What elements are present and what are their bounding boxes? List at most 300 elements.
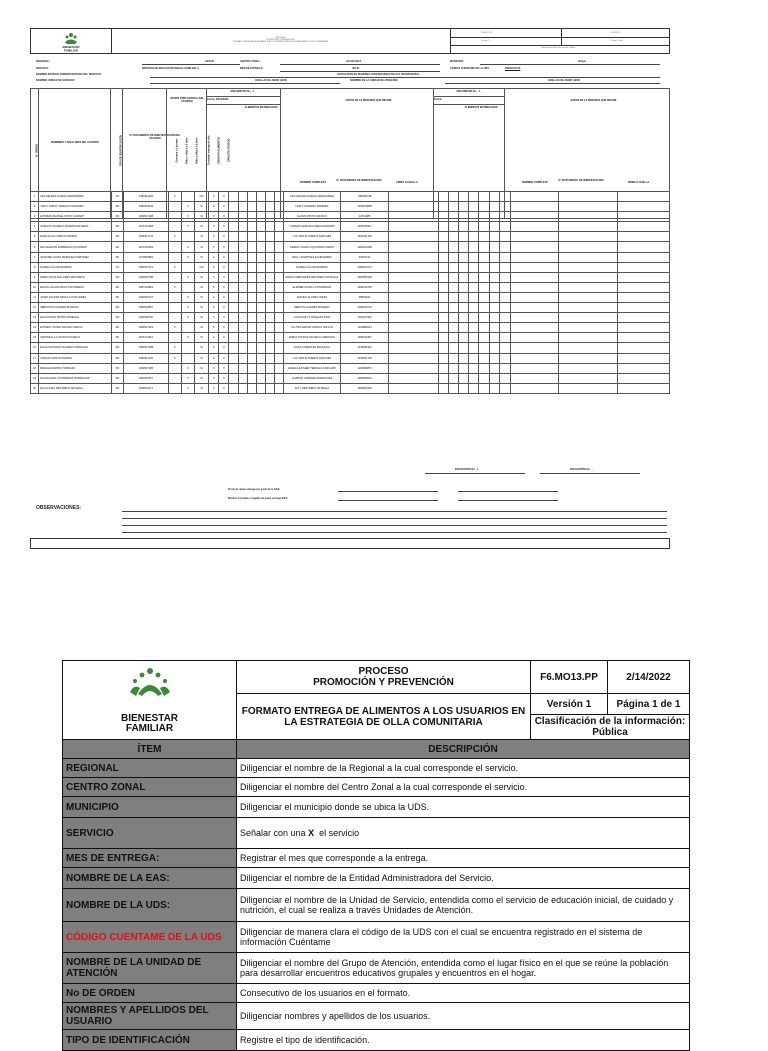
mini-table-cell xyxy=(438,202,448,212)
mini-table-cell: X xyxy=(219,222,229,232)
mini-table-cell xyxy=(499,343,510,353)
mini-table-cell xyxy=(510,323,559,333)
mini-table-cell: X xyxy=(168,353,181,363)
mini-table-row xyxy=(31,222,670,232)
footer-firma-label: Firma de quien entrega por parte de la EAS: xyxy=(228,488,281,491)
mini-table-cell: X xyxy=(219,282,229,292)
mini-table-cell: 1082916617 xyxy=(124,373,169,383)
item-description: Diligenciar el nombre de la Regional a la cual corresponde el servicio. xyxy=(237,759,690,778)
mini-table-cell xyxy=(510,303,559,313)
mini-table-cell: 1149484422 xyxy=(340,343,389,353)
mini-table-cell xyxy=(274,262,283,272)
mini-table-row xyxy=(31,323,670,333)
mini-table-cell xyxy=(479,242,489,252)
mini-table-cell: LUZ YARLIS PUERTA SANCHEZ xyxy=(284,353,341,363)
mini-table-cell xyxy=(238,282,247,292)
mini-table-cell xyxy=(265,343,274,353)
mini-table-cell: X xyxy=(181,373,194,383)
mini-table-cell xyxy=(459,262,469,272)
mini-table-cell xyxy=(265,242,274,252)
format-page: Página 1 de 1 xyxy=(608,694,690,715)
mini-table-cell: X xyxy=(209,383,219,393)
mini-table-cell xyxy=(449,252,459,262)
mini-table-cell xyxy=(489,222,499,232)
desc-text: el servicio xyxy=(314,828,360,838)
mini-table-cell xyxy=(256,232,265,242)
mini-table-cell: X xyxy=(219,202,229,212)
mini-table-cell xyxy=(479,272,489,282)
mini-table-cell: 1082911128 xyxy=(124,192,169,202)
mini-table-cell xyxy=(479,282,489,292)
mini-table-cell: X xyxy=(209,282,219,292)
mini-table-cell: 1082917238 xyxy=(124,212,169,222)
mini-table-cell xyxy=(389,212,439,222)
mini-table-cell xyxy=(229,343,238,353)
mini-table-cell: 4 xyxy=(31,222,39,232)
mini-table-row xyxy=(31,303,670,313)
mini-table-cell: X xyxy=(209,202,219,212)
centro-value: AGUACHICA xyxy=(346,60,362,63)
mini-table-cell xyxy=(438,232,448,242)
mini-table-cell: CC xyxy=(112,262,124,272)
mini-table-cell xyxy=(168,212,181,222)
mini-table-cell xyxy=(256,292,265,302)
mini-table-cell: SI xyxy=(195,212,209,222)
fecha1-header: Fecha: 23/07/2020 xyxy=(207,98,229,101)
mini-table-cell xyxy=(438,282,448,292)
mini-table-cell xyxy=(510,373,559,383)
mini-table-cell: 1082905622 xyxy=(340,373,389,383)
mini-table-cell xyxy=(238,383,247,393)
num-doc-header: N° DOCUMENTO DE IDENTIFICACIÓN DEL USUARIO xyxy=(129,134,181,140)
mini-table-cell: X xyxy=(209,323,219,333)
mini-table-cell xyxy=(389,343,439,353)
mini-table-cell: 5 xyxy=(31,232,39,242)
svg-text:BIENESTAR: BIENESTAR xyxy=(62,45,80,49)
mini-table-cell xyxy=(256,202,265,212)
mini-table-cell: X xyxy=(181,363,194,373)
mini-table-cell xyxy=(229,383,238,393)
mini-table-cell xyxy=(181,232,194,242)
footer-encuentro2: ENCUENTRO No ___ xyxy=(570,468,595,471)
mini-title-line: PROCESO xyxy=(275,37,286,39)
mini-table-cell: MIA CELESTE ZAMBRANO QUINTERO xyxy=(39,242,112,252)
mini-table-cell xyxy=(479,252,489,262)
mini-table-cell: 1082917185 xyxy=(124,363,169,373)
format-version: Versión 1 xyxy=(531,694,608,715)
mini-table-cell xyxy=(469,292,479,302)
mini-table-cell xyxy=(265,262,274,272)
mini-table-cell xyxy=(479,353,489,363)
mini-table-cell xyxy=(559,303,618,313)
mini-table-cell: SI xyxy=(195,222,209,232)
num-doc3-header: N° DOCUMENTO DE IDENTIFICACIÓN xyxy=(558,179,604,182)
mini-table-cell xyxy=(499,252,510,262)
mini-table-cell xyxy=(168,252,181,262)
description-row xyxy=(63,868,690,889)
mini-table-cell xyxy=(618,363,670,373)
mini-table-cell xyxy=(181,353,194,363)
mini-table-cell xyxy=(247,313,256,323)
mini-table-cell xyxy=(618,252,670,262)
mini-table-cell xyxy=(479,343,489,353)
description-row xyxy=(63,778,690,797)
mini-table-cell xyxy=(469,192,479,202)
mini-table-cell xyxy=(510,282,559,292)
mini-table-cell xyxy=(459,383,469,393)
mini-table-cell: RC xyxy=(112,303,124,313)
mini-table-cell xyxy=(247,363,256,373)
mini-table-cell xyxy=(168,363,181,373)
mini-table-cell xyxy=(247,262,256,272)
mini-table-cell: X xyxy=(209,292,219,302)
centro-label: CENTRO ZONAL: xyxy=(240,60,261,63)
mini-table-cell xyxy=(229,313,238,323)
mini-table-cell xyxy=(559,282,618,292)
mini-table-cell xyxy=(510,313,559,323)
mini-table-cell xyxy=(229,212,238,222)
mini-table-cell xyxy=(459,282,469,292)
mini-table-cell: X xyxy=(181,383,194,393)
mini-table-cell xyxy=(459,272,469,282)
mini-table-cell: 1082919867 xyxy=(124,303,169,313)
format-code: F6.MO13.PP xyxy=(531,661,608,694)
mini-table-cell xyxy=(438,333,448,343)
mini-table-cell xyxy=(389,373,439,383)
mini-table-cell: X xyxy=(219,363,229,373)
mini-table-cell: ANGELA ESTHER TERRAZA CARCAMO xyxy=(284,363,341,373)
mini-table-row xyxy=(31,363,670,373)
mini-table-cell xyxy=(438,313,448,323)
mini-table-cell xyxy=(559,373,618,383)
regional-value: CESAR xyxy=(205,60,214,63)
mini-table-row xyxy=(31,383,670,393)
mini-table-cell xyxy=(389,242,439,252)
mini-table-cell: RC xyxy=(112,292,124,302)
mini-table-cell xyxy=(489,212,499,222)
footer-nombre-label: Nombre Completo y legible de quien entrega EAS: xyxy=(228,497,288,500)
mini-table-cell: X xyxy=(219,272,229,282)
mini-table-cell xyxy=(274,373,283,383)
mini-table-cell xyxy=(479,262,489,272)
mini-table-cell xyxy=(618,272,670,282)
mini-table-cell xyxy=(618,343,670,353)
mini-table-cell xyxy=(559,262,618,272)
mini-table-cell: DANIELA CLARO ESPAÑA xyxy=(284,262,341,272)
mini-table-cell xyxy=(265,323,274,333)
mini-title-line: FORMATO ENTREGA DE ALIMENTOS A LOS USUARIOS EN LA ESTRATEGIA DE OLLA COMUNITARIA xyxy=(233,41,328,43)
mini-table-cell: 1082913238 xyxy=(340,242,389,252)
mini-table-cell xyxy=(459,292,469,302)
mini-table-cell xyxy=(479,192,489,202)
mini-table-cell xyxy=(265,353,274,363)
mini-table-cell: ADA HELENA GARCIA HERNANDEZ xyxy=(39,192,112,202)
mini-table-cell: 3 xyxy=(31,212,39,222)
mini-table-cell xyxy=(469,363,479,373)
mini-table-cell: 1082911987 xyxy=(340,333,389,343)
mini-table-cell xyxy=(469,272,479,282)
mini-table-cell xyxy=(389,333,439,343)
mini-table-cell xyxy=(618,192,670,202)
mini-table-cell: WALLY MARTINEZ ECHEVERRIA xyxy=(284,252,341,262)
mini-table-cell xyxy=(510,192,559,202)
mini-table-cell xyxy=(489,313,499,323)
mini-table-cell xyxy=(168,202,181,212)
mini-table-cell: RC xyxy=(112,373,124,383)
mini-table-cell xyxy=(479,212,489,222)
mini-table-cell: 12 xyxy=(31,303,39,313)
mini-table-cell xyxy=(559,313,618,323)
mini-table-cell xyxy=(449,303,459,313)
mini-table-cell xyxy=(459,363,469,373)
mini-table-cell xyxy=(510,232,559,242)
mini-page: Página 1 de 1 xyxy=(611,40,624,42)
mini-table-cell xyxy=(499,262,510,272)
mini-table-cell xyxy=(449,313,459,323)
mini-table-cell: 1063619898 xyxy=(340,202,389,212)
encuentro1-header: ENCUENTRO No _1_ xyxy=(230,90,256,93)
mini-table-cell xyxy=(459,333,469,343)
mini-table-cell: GLADIS PINTO OROZCO xyxy=(284,212,341,222)
mini-table-cell: 11 xyxy=(31,292,39,302)
mini-table-cell xyxy=(469,232,479,242)
mini-table-row xyxy=(31,343,670,353)
mini-table-cell: 18 xyxy=(31,363,39,373)
mini-table-cell xyxy=(238,232,247,242)
mini-table-cell xyxy=(510,252,559,262)
mini-table-cell: X xyxy=(209,303,219,313)
format-title: FORMATO ENTREGA DE ALIMENTOS A LOS USUARIOS EN LA ESTRATEGIA DE OLLA COMUNITARIA xyxy=(237,694,531,740)
uds-value: HUELLAS DE AMOR (HCB) xyxy=(255,79,287,82)
mini-table-cell xyxy=(247,212,256,222)
mini-table-cell: RC xyxy=(112,212,124,222)
mini-table-cell xyxy=(274,313,283,323)
mini-table-cell xyxy=(459,192,469,202)
mini-table-cell: X xyxy=(168,282,181,292)
mini-table-cell xyxy=(469,242,479,252)
mini-table-cell xyxy=(618,353,670,363)
mini-table-cell: KATY RESTREPO ARTEAGA xyxy=(284,383,341,393)
mini-table-cell xyxy=(265,202,274,212)
mini-table-cell: 7 xyxy=(31,252,39,262)
mini-table-cell: 1082917141 xyxy=(124,232,169,242)
mini-table-row xyxy=(31,353,670,363)
mini-table-cell xyxy=(229,202,238,212)
mini-table-cell xyxy=(510,292,559,302)
mini-table-cell: 15 xyxy=(31,333,39,343)
item-description: Diligenciar el municipio donde se ubica la UDS. xyxy=(237,797,690,818)
mini-table-cell xyxy=(168,383,181,393)
mini-table-cell xyxy=(229,353,238,363)
mini-table-cell: YARLY SARAY VANEGAS NAVARRO xyxy=(39,202,112,212)
mini-table-cell xyxy=(247,272,256,282)
mini-table-cell xyxy=(438,262,448,272)
mini-table-row xyxy=(31,292,670,302)
mini-table-cell xyxy=(438,272,448,282)
mini-table-cell: LEIDY NAVARRO RAMIREZ xyxy=(284,202,341,212)
mini-table-cell xyxy=(168,222,181,232)
mini-table-cell xyxy=(389,383,439,393)
mini-table-cell: X xyxy=(181,212,194,222)
mini-table-cell xyxy=(181,343,194,353)
mini-table-cell: RC xyxy=(112,272,124,282)
mini-table-cell xyxy=(229,292,238,302)
mini-table-cell xyxy=(168,333,181,343)
mini-table-cell: 9 xyxy=(31,272,39,282)
mini-table-cell xyxy=(256,373,265,383)
mini-table-cell xyxy=(559,232,618,242)
mini-table-cell xyxy=(469,343,479,353)
mini-table-cell xyxy=(510,383,559,393)
mini-table-cell: 1082905148 xyxy=(340,383,389,393)
mini-table-cell: X xyxy=(219,373,229,383)
mini-table-cell xyxy=(256,353,265,363)
mini-table-cell: X xyxy=(209,252,219,262)
mini-table-cell: 10 xyxy=(31,282,39,292)
mini-table-cell xyxy=(229,222,238,232)
mini-table-cell: 1065549317 xyxy=(340,222,389,232)
mini-table-cell xyxy=(274,363,283,373)
mini-table-cell xyxy=(469,303,479,313)
mini-table-cell: 1082917272 xyxy=(124,262,169,272)
logo-text-line1: BIENESTAR xyxy=(120,713,179,724)
desc-text: Señalar con una xyxy=(240,828,309,838)
mini-table-cell xyxy=(256,222,265,232)
c2-header: CANASTA ALIMENTOS xyxy=(217,136,221,165)
mini-table-cell: NO xyxy=(195,192,209,202)
mini-table-cell xyxy=(499,292,510,302)
mini-table-cell: DARA LUCIA CRISTO PUERTA xyxy=(39,232,112,242)
mini-table-row xyxy=(31,252,670,262)
mini-table-cell xyxy=(469,353,479,363)
mini-table-cell xyxy=(479,222,489,232)
mini-table-cell: X xyxy=(219,192,229,202)
orden-header: N° ORDEN xyxy=(35,144,39,157)
mini-table-cell xyxy=(618,313,670,323)
mini-table-cell xyxy=(469,222,479,232)
mini-table-cell xyxy=(168,373,181,383)
mini-table-cell xyxy=(479,202,489,212)
mini-table-cell xyxy=(265,272,274,282)
mini-table-cell: DANIELA CLARO ESPAÑA xyxy=(39,262,112,272)
mini-table-cell xyxy=(265,313,274,323)
mini-table-cell xyxy=(459,323,469,333)
mini-table-cell: RC xyxy=(112,353,124,363)
mini-table-cell xyxy=(247,383,256,393)
mini-table-cell xyxy=(618,282,670,292)
mini-table-cell xyxy=(449,262,459,272)
mini-table-cell xyxy=(438,323,448,333)
item-label: CENTRO ZONAL xyxy=(63,778,237,797)
mini-table-cell xyxy=(274,252,283,262)
mini-table-cell xyxy=(168,242,181,252)
mini-table-cell xyxy=(499,232,510,242)
mini-table-cell xyxy=(449,373,459,383)
mini-table-cell: SI xyxy=(195,373,209,383)
mini-table-cell xyxy=(618,262,670,272)
mini-table-cell xyxy=(247,303,256,313)
mini-table-cell xyxy=(559,363,618,373)
mini-table-cell: 14 xyxy=(31,323,39,333)
mini-table-cell xyxy=(449,212,459,222)
mini-table-cell xyxy=(274,212,283,222)
mini-table-cell xyxy=(389,192,439,202)
item-description: Consecutivo de los usuarios en el formato. xyxy=(237,984,690,1003)
description-row xyxy=(63,922,690,953)
mini-table-cell: X xyxy=(209,242,219,252)
mini-table-cell: 17 xyxy=(31,353,39,363)
firma2-header: FIRMA O HUELLA xyxy=(627,181,650,184)
mini-table-cell xyxy=(265,252,274,262)
mini-table-cell: X xyxy=(181,252,194,262)
mini-table-cell xyxy=(238,272,247,282)
mini-table-cell xyxy=(265,292,274,302)
mini-table-cell: X xyxy=(209,212,219,222)
alimentos2-header: ALIMENTOS ENTREGADOS xyxy=(464,106,498,109)
mini-table-cell xyxy=(559,333,618,343)
mini-table-cell: X xyxy=(168,343,181,353)
mini-table-cell: X xyxy=(219,353,229,363)
mini-table-cell: X xyxy=(209,313,219,323)
mini-table-cell: 1082220734 xyxy=(340,303,389,313)
mini-table-cell xyxy=(510,262,559,272)
process-line1: PROCESO xyxy=(358,666,409,677)
description-row xyxy=(63,889,690,922)
mini-table-cell xyxy=(459,353,469,363)
mini-table-cell: X xyxy=(181,242,194,252)
mini-table-cell xyxy=(559,343,618,353)
mini-table-cell xyxy=(479,323,489,333)
mini-table-cell xyxy=(265,212,274,222)
mini-table-cell: 20 xyxy=(31,383,39,393)
mini-table-cell: X xyxy=(209,363,219,373)
mini-table-cell: X xyxy=(181,222,194,232)
item-label: CÓDIGO CUENTAME DE LA UDS xyxy=(63,922,237,953)
mini-table-row xyxy=(31,373,670,383)
mini-table-cell: X xyxy=(168,192,181,202)
mini-table-cell xyxy=(459,303,469,313)
mini-table-cell: X xyxy=(168,232,181,242)
mini-table-cell: 13 xyxy=(31,313,39,323)
mini-table-cell: X xyxy=(219,242,229,252)
mini-table-cell xyxy=(229,333,238,343)
mini-table-cell xyxy=(389,232,439,242)
mini-table-cell: SI xyxy=(195,252,209,262)
mini-table-cell xyxy=(181,262,194,272)
mes-value: JULIO xyxy=(352,67,360,70)
mini-table-cell: X xyxy=(219,212,229,222)
mini-table-cell xyxy=(181,192,194,202)
mini-table-cell xyxy=(489,282,499,292)
mini-table-cell xyxy=(229,242,238,252)
description-row xyxy=(63,759,690,778)
mini-table-cell xyxy=(247,323,256,333)
mini-table-cell xyxy=(449,323,459,333)
mini-table-cell: MERLIAH DEPINO TERRAZA xyxy=(39,363,112,373)
item-label: MUNICIPIO xyxy=(63,797,237,818)
mini-table-cell: NO xyxy=(195,262,209,272)
mes-label: MES DE ENTREGA: xyxy=(240,67,264,70)
mini-table-cell xyxy=(479,333,489,343)
mini-table-cell xyxy=(238,252,247,262)
mini-table-cell xyxy=(469,373,479,383)
mini-table-cell: DILAN DAVID CONTRERAS RODRIGUEZ xyxy=(39,373,112,383)
mini-table-cell xyxy=(618,323,670,333)
svg-text:FAMILIAR: FAMILIAR xyxy=(63,48,79,53)
mini-table-cell: SI xyxy=(195,303,209,313)
mini-table-cell xyxy=(229,262,238,272)
mini-table-cell xyxy=(510,343,559,353)
